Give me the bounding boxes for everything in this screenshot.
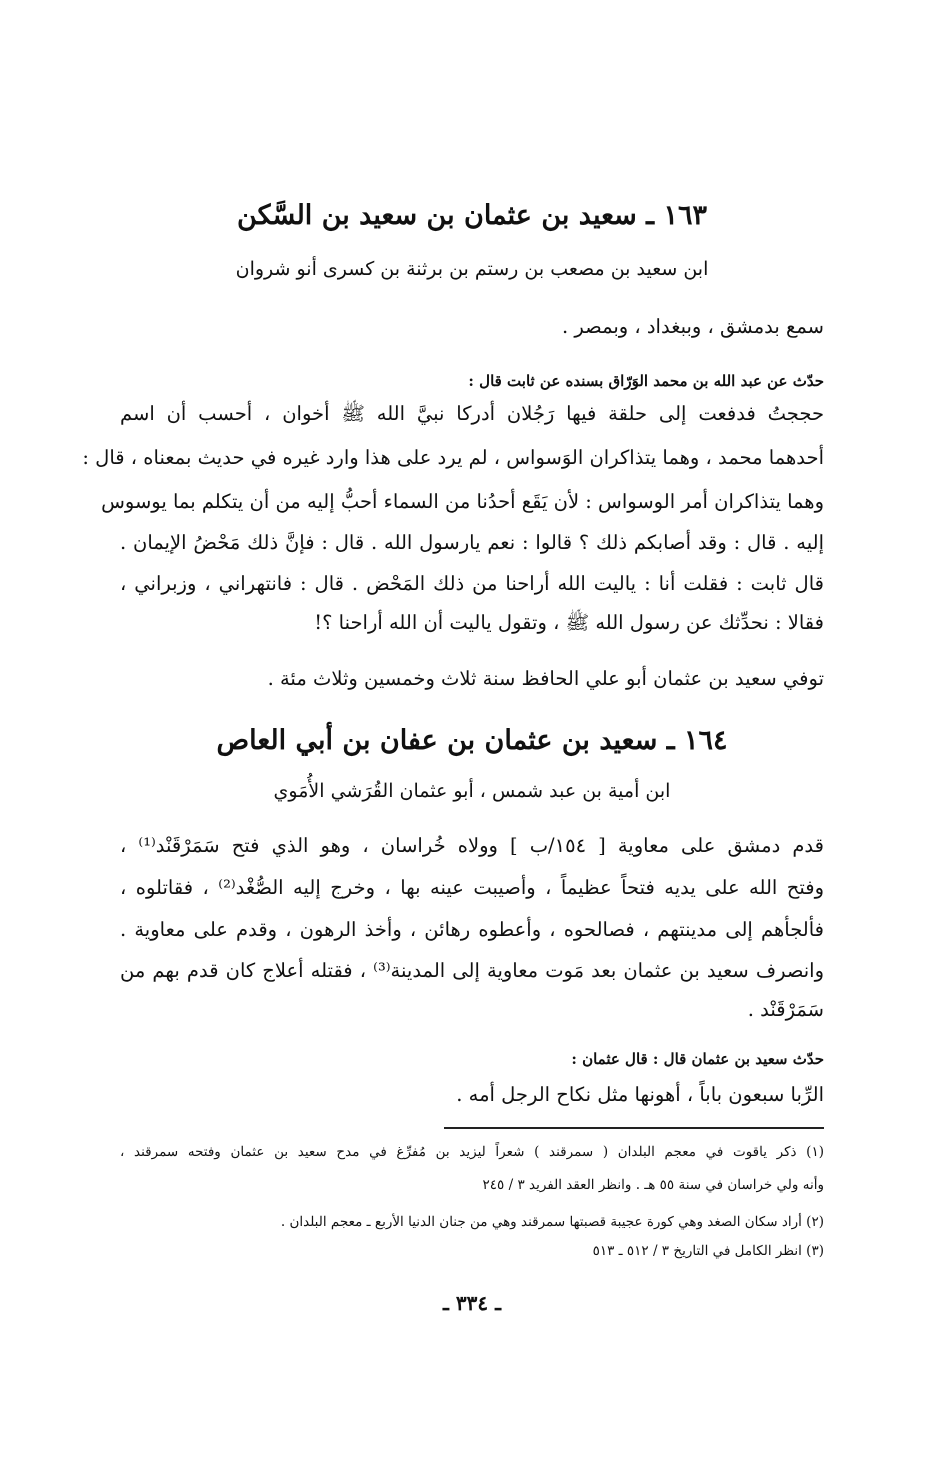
entry-164-body-line: وانصرف سعيد بن عثمان بعد مَوت معاوية إلى المدينة⁽³⁾ ، فقتله أعلاج كان قدم بهم من	[120, 959, 825, 982]
entry-164-lineage: ابن أمية بن عبد شمس ، أبو عثمان القُرَشي الأُمَوي	[273, 780, 671, 802]
entry-164-body-line: سَمَرْقَنْد .	[747, 998, 824, 1021]
entry-163-title: ١٦٣ ـ سعيد بن عثمان بن سعيد بن السَّكن	[237, 200, 707, 231]
entry-163-isnad: حدّث عن عبد الله بن محمد الوَرّاق بسنده عن ثابت قال :	[468, 372, 824, 390]
entry-163-lineage: ابن سعيد بن مصعب بن رستم بن برثنة بن كسرى أنو شروان	[235, 258, 709, 280]
entry-164-isnad: حدّث سعيد بن عثمان قال : قال عثمان :	[571, 1050, 824, 1068]
footnote-separator	[444, 1127, 824, 1129]
entry-163-body-line: وهما يتذاكران أمر الوسواس : لأن يَقَع أحدُنا من السماء أحبُّ إليه من أن يتكلم بما يوسوس	[101, 490, 824, 513]
entry-163-death: توفي سعيد بن عثمان أبو علي الحافظ سنة ثلاث وخمسين وثلاث مئة .	[267, 667, 824, 690]
entry-164-body-line: فألجأهم إلى مدينتهم ، فصالحوه ، وأعطوه رهائن ، وأخذ الرهون ، وقدم على معاوية .	[120, 918, 824, 941]
entry-163-body-line: إليه . قال : وقد أصابكم ذلك ؟ قالوا : نعم يارسول الله . قال : فإنَّ ذلك مَحْضُ الإيمان .	[120, 531, 824, 554]
entry-163-heard: سمع بدمشق ، وببغداد ، وبمصر .	[562, 315, 824, 338]
entry-164-title: ١٦٤ ـ سعيد بن عثمان بن عفان بن أبي العاص	[216, 725, 728, 756]
entry-164-hadith: الرِّبا سبعون باباً ، أهونها مثل نكاح الرجل أمه .	[456, 1083, 824, 1106]
entry-164-body-line: وفتح الله على يديه فتحاً عظيماً ، وأصيبت عينه بها ، وخرج إليه الصُّغْد⁽²⁾ ، فقاتلوه ،	[120, 876, 824, 899]
entry-163-body-line: قال ثابت : فقلت أنا : ياليت الله أراحنا من ذلك المَحْض . قال : فانتهراني ، وزبراني ،	[120, 572, 824, 595]
footnote-line: (١) ذكر ياقوت في معجم البلدان ( سمرقند ) شعراً ليزيد بن مُفرِّغ في مدح سعيد بن عثمان وفتحه سمرقند ،	[120, 1144, 824, 1160]
entry-163-body-line: أحدهما محمد ، وهما يتذاكران الوَسواس ، لم يرد على هذا وارد غيره في حديث بمعناه ، قال :	[82, 446, 824, 469]
page-number: ـ ٣٣٤ ـ	[443, 1291, 501, 1315]
entry-164-body-line: قدم دمشق على معاوية [ ١٥٤/ب ] وولاه خُراسان ، وهو الذي فتح سَمَرْقَنْد⁽¹⁾ ،	[120, 834, 824, 857]
entry-163-body-line: فقالا : نحدِّثك عن رسول الله ﷺ ، وتقول ياليت أن الله أراحنا ؟!	[314, 611, 824, 634]
footnote-line: وأنه ولي خراسان في سنة ٥٥ هـ . وانظر العقد الفريد ٣ / ٢٤٥	[482, 1177, 824, 1193]
footnote-line: (٣) انظر الكامل في التاريخ ٣ / ٥١٢ ـ ٥١٣	[592, 1243, 824, 1259]
entry-163-body-line: حججتُ فدفعت إلى حلقة فيها رَجُلان أدركا نبيَّ الله ﷺ أخوان ، أحسب أن اسم	[120, 402, 824, 425]
footnote-line: (٢) أراد سكان الصغد وهي كورة عجيبة قصبتها سمرقند وهي من جنان الدنيا الأربع ـ معجم البلدان .	[280, 1214, 824, 1230]
